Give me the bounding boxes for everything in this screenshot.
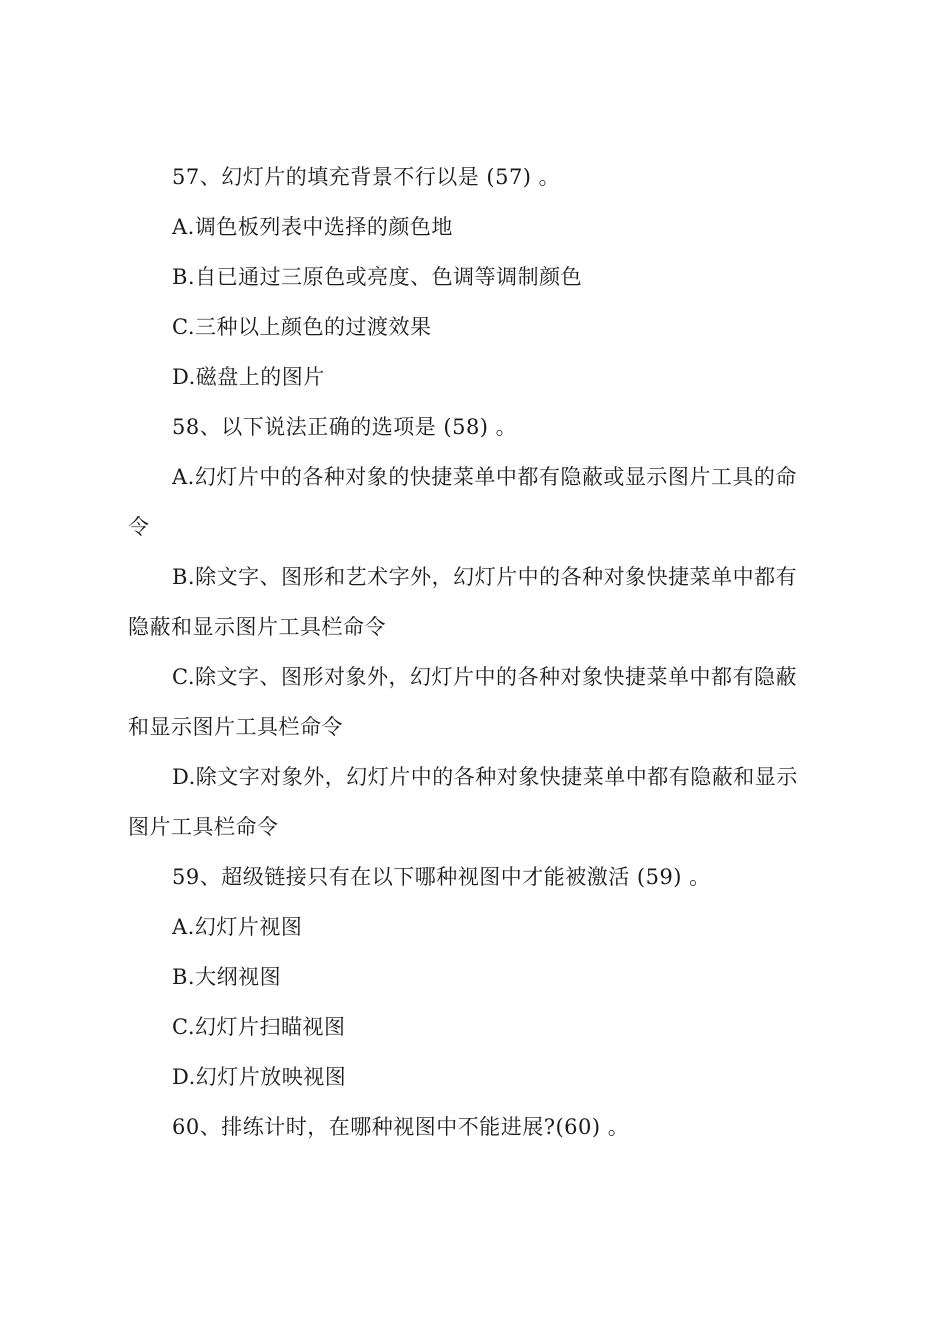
question-58-option-c: C.除文字、图形对象外，幻灯片中的各种对象快捷菜单中都有隐蔽 (172, 665, 797, 689)
question-58-option-d: D.除文字对象外，幻灯片中的各种对象快捷菜单中都有隐蔽和显示 (172, 765, 798, 789)
question-59-option-d: D.幻灯片放映视图 (172, 1065, 347, 1089)
question-58-option-d-continued: 图片工具栏命令 (128, 815, 279, 839)
question-57-option-a: A.调色板列表中选择的颜色地 (172, 215, 453, 239)
question-59-option-c: C.幻灯片扫瞄视图 (172, 1015, 346, 1039)
question-59-stem: 59、超级链接只有在以下哪种视图中才能被激活 (59) 。 (172, 865, 711, 889)
question-59-option-a: A.幻灯片视图 (172, 915, 303, 939)
question-59-option-b: B.大纲视图 (172, 965, 282, 989)
question-58-option-a: A.幻灯片中的各种对象的快捷菜单中都有隐蔽或显示图片工具的命 (172, 465, 797, 489)
question-57-option-b: B.自已通过三原色或亮度、色调等调制颜色 (172, 265, 583, 289)
question-57-option-c: C.三种以上颜色的过渡效果 (172, 315, 432, 339)
question-60-stem: 60、排练计时，在哪种视图中不能进展?(60) 。 (172, 1115, 630, 1139)
question-58-option-c-continued: 和显示图片工具栏命令 (128, 715, 343, 739)
question-57-stem: 57、幻灯片的填充背景不行以是 (57) 。 (172, 165, 561, 189)
question-58-option-b: B.除文字、图形和艺术字外，幻灯片中的各种对象快捷菜单中都有 (172, 565, 798, 589)
question-58-option-a-continued: 令 (128, 515, 150, 539)
question-58-option-b-continued: 隐蔽和显示图片工具栏命令 (128, 615, 386, 639)
question-57-option-d: D.磁盘上的图片 (172, 365, 325, 389)
document-body (128, 152, 838, 1152)
question-58-stem: 58、以下说法正确的选项是 (58) 。 (172, 415, 518, 439)
